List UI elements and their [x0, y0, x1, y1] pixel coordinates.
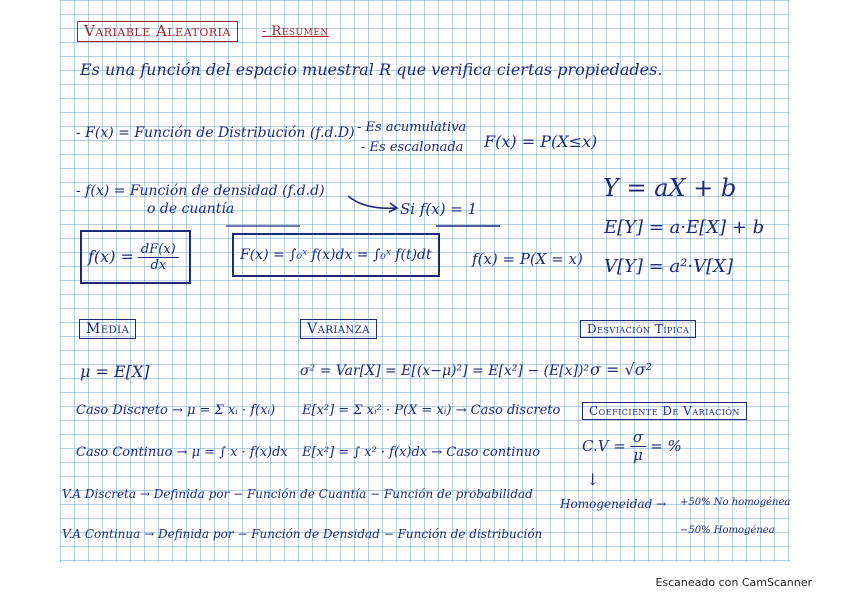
varianza-caso-continuo: E[x²] = ∫ x² · f(x)dx → Caso continuo: [302, 445, 541, 460]
media-header: Media: [79, 319, 136, 339]
media-caso-continuo: Caso Continuo → μ = ∫ x · f(x)dx: [76, 445, 288, 460]
media-definition: μ = E[X]: [80, 362, 150, 381]
scanner-watermark: Escaneado con CamScanner: [655, 576, 812, 589]
distribution-integral-box: F(x) = ∫₀ˣ f(x)dx = ∫₀ˣ f(t)dt: [232, 233, 440, 277]
density-condition: Si f(x) = 1: [400, 200, 478, 218]
title-main: Variable Aleatoria: [77, 21, 238, 42]
distribution-formula: F(x) = P(X≤x): [484, 132, 598, 151]
desviacion-header: Desviación Típica: [580, 320, 696, 338]
density-label-cuantia: o de cuantía: [147, 201, 235, 217]
definition-text: Es una función del espacio muestral R que verifica ciertas propiedades.: [80, 60, 663, 79]
cv-denominator: μ: [633, 446, 643, 464]
distribution-label: - F(x) = Función de Distribución (f.d.D): [76, 125, 355, 141]
linear-y: Y = aX + b: [603, 174, 737, 202]
va-discreta-line: V.A Discreta → Definida por − Función de Cuantía − Función de probabilidad: [62, 487, 533, 501]
varianza-definition: σ² = Var[X] = E[(x−μ)²] = E[x²] − (E[x])²: [300, 363, 590, 379]
varianza-caso-discreto: E[x²] = Σ xᵢ² · P(X = xᵢ) → Caso discreto: [302, 403, 561, 418]
coeficiente-header: Coeficiente De Variación: [582, 402, 747, 420]
media-caso-discreto: Caso Discreto → μ = Σ xᵢ · f(xᵢ): [76, 403, 276, 418]
desviacion-definition: σ = √σ²: [590, 360, 653, 379]
homogeneidad-homogenea: −50% Homogénea: [680, 525, 775, 536]
density-label: - f(x) = Función de densidad (f.d.d): [76, 183, 325, 199]
fraction-numerator: dF(x): [138, 243, 179, 258]
cv-lhs: C.V =: [582, 437, 626, 455]
homogeneidad-no-homogenea: +50% No homogénea: [680, 497, 791, 508]
cv-numerator: σ: [630, 430, 646, 447]
distribution-prop-acumulativa: - Es acumulativa: [357, 120, 467, 135]
title-suffix: - Resumen: [262, 24, 329, 39]
cuantia-formula: f(x) = P(X = x): [472, 250, 583, 268]
cv-rhs: = %: [650, 437, 682, 455]
homogeneidad-label: Homogeneidad →: [560, 497, 667, 511]
fraction-denominator: dx: [150, 257, 167, 273]
distribution-prop-escalonada: - Es escalonada: [361, 140, 464, 155]
density-derivative-lhs: f(x) =: [88, 247, 134, 266]
va-continua-line: V.A Continua → Definida por − Función de Densidad − Función de distribución: [62, 527, 543, 541]
homogeneidad-arrow: ↓: [586, 470, 600, 489]
linear-vy: V[Y] = a²·V[X]: [604, 256, 733, 277]
linear-ey: E[Y] = a·E[X] + b: [604, 217, 765, 238]
varianza-header: Varianza: [300, 319, 377, 339]
